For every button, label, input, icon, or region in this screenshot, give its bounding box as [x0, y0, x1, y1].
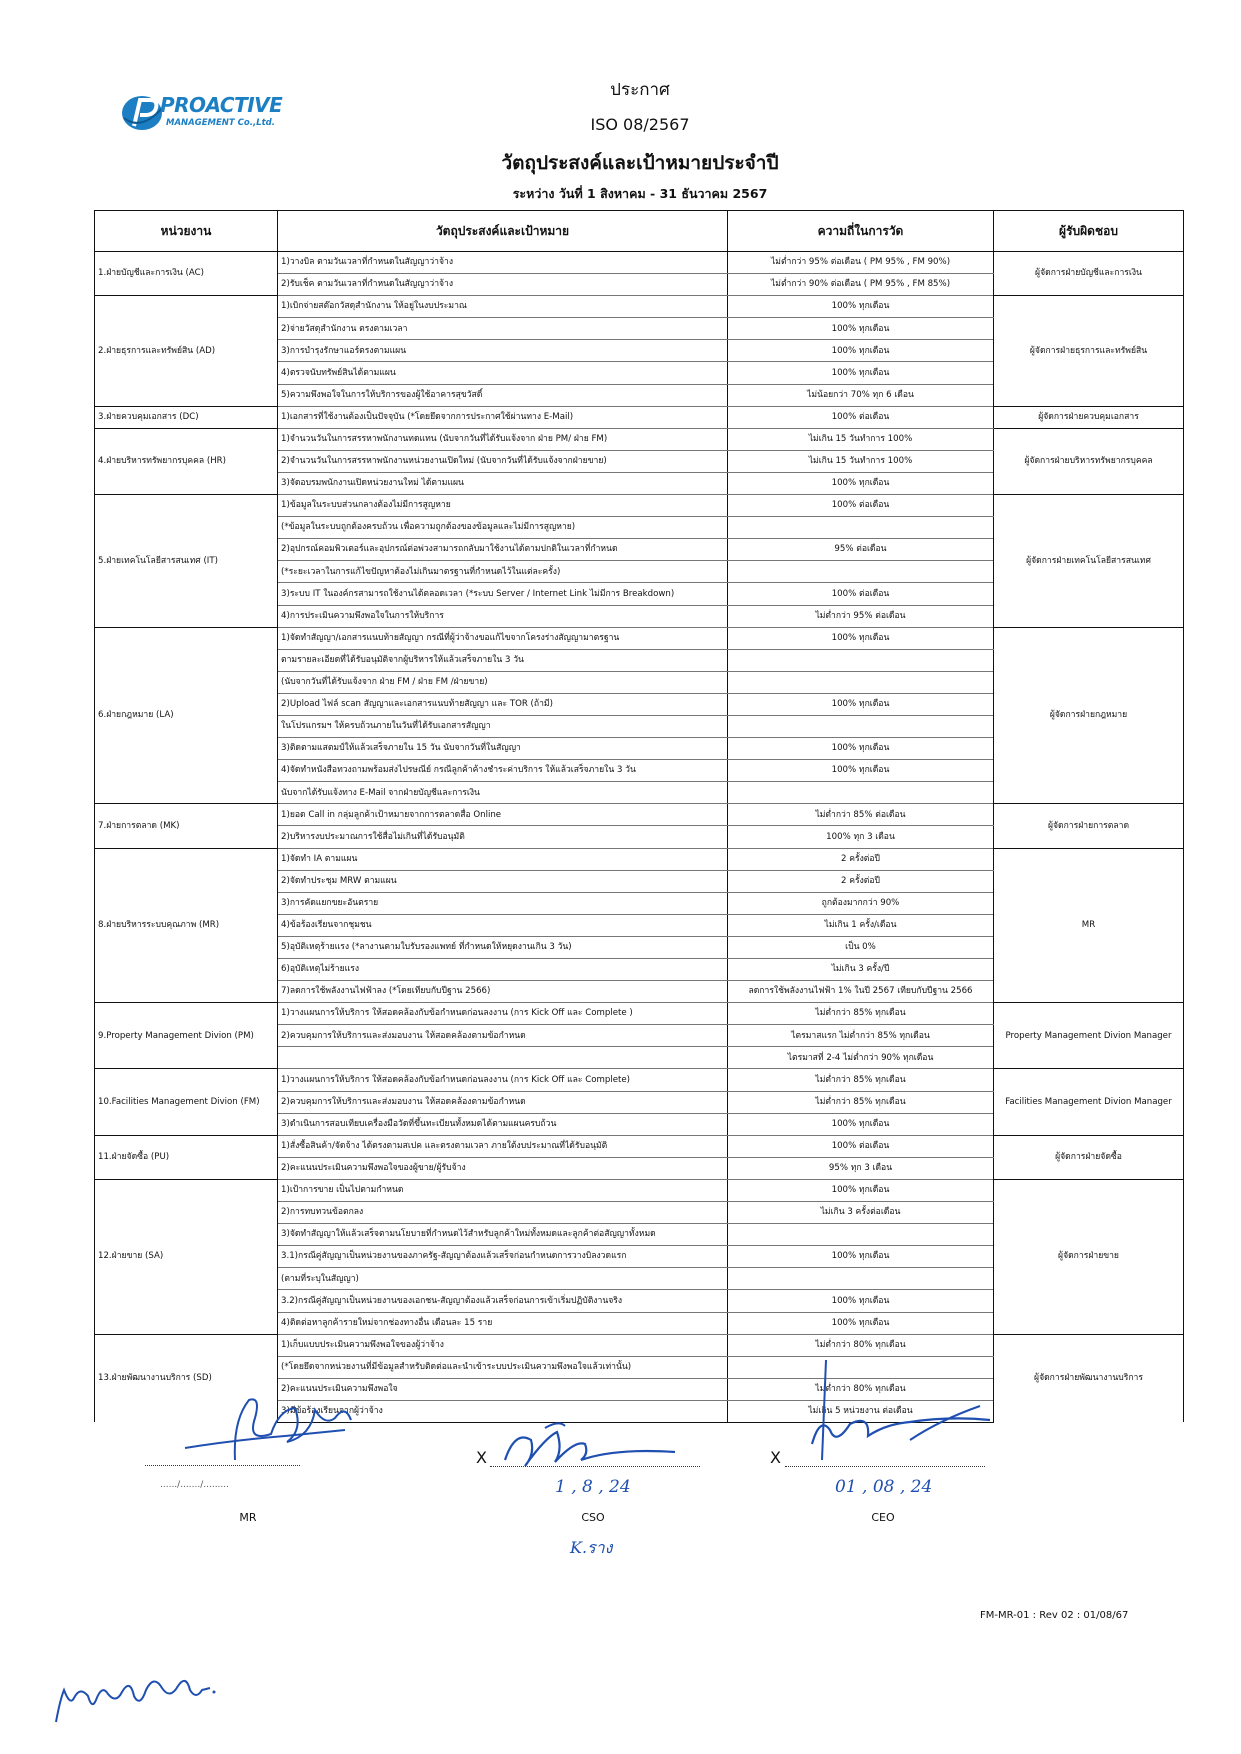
frequency-cell: ไม่เกิน 3 ครั้งต่อเดือน [728, 1202, 994, 1224]
table-row [95, 296, 1184, 318]
frequency-cell: ไม่เกิน 3 ครั้ง/ปี [728, 959, 994, 981]
table-row [95, 1334, 1184, 1356]
frequency-cell: เป็น 0% [728, 936, 994, 958]
objective-cell: 4)ตรวจนับทรัพย์สินได้ตามแผน [278, 362, 728, 384]
table-header-row [95, 211, 1184, 252]
mr-label: MR [239, 1511, 257, 1524]
objective-cell: 6)อุบัติเหตุไม่ร้ายแรง [278, 959, 728, 981]
objective-cell: 7)ลดการใช้พลังงานไฟฟ้าลง (*โดยเทียบกับปีฐาน 2566) [278, 981, 728, 1003]
column-header-responsible: ผู้รับผิดชอบ [994, 211, 1184, 252]
objective-cell: 2)Upload ไฟล์ scan สัญญาและเอกสารแนบท้ายสัญญา และ TOR (ถ้ามี) [278, 693, 728, 715]
frequency-cell: 100% ทุกเดือน [728, 296, 994, 318]
table-row [95, 848, 1184, 870]
frequency-cell: ไม่ต่ำกว่า 85% ต่อเดือน [728, 804, 994, 826]
objectives-table [94, 210, 1184, 1423]
objective-cell: 4)การประเมินความพึงพอใจในการให้บริการ [278, 605, 728, 627]
column-header-frequency: ความถี่ในการวัด [728, 211, 994, 252]
objective-cell: ตามรายละเอียดที่ได้รับอนุมัติจากผู้บริหารให้แล้วเสร็จภายใน 3 วัน [278, 649, 728, 671]
objective-cell: 3.1)กรณีคู่สัญญาเป็นหน่วยงานของภาครัฐ-สัญญาต้องแล้วเสร็จก่อนกำหนดการวางบิลงวดแรก [278, 1246, 728, 1268]
objective-cell: นับจากได้รับแจ้งทาง E-Mail จากฝ่ายบัญชีและการเงิน [278, 782, 728, 804]
frequency-cell: ไม่ต่ำกว่า 85% ทุกเดือน [728, 1091, 994, 1113]
responsible-cell: ผู้จัดการฝ่ายการตลาด [994, 804, 1184, 848]
frequency-cell [728, 517, 994, 539]
logo-subtext: MANAGEMENT Co.,Ltd. [166, 118, 275, 128]
frequency-cell: ไตรมาสแรก ไม่ต่ำกว่า 85% ทุกเดือน [728, 1025, 994, 1047]
frequency-cell [728, 782, 994, 804]
ceo-label: CEO [871, 1511, 895, 1524]
unit-cell: 11.ฝ่ายจัดซื้อ (PU) [95, 1135, 278, 1179]
frequency-cell: ไม่ต่ำกว่า 90% ต่อเดือน ( PM 95% , FM 85%) [728, 274, 994, 296]
frequency-cell: 95% ทุก 3 เดือน [728, 1157, 994, 1179]
objective-cell: 3)จัดทำสัญญาให้แล้วเสร็จตามนโยบายที่กำหนดไว้สำหรับลูกค้าใหม่ทั้งหมดและลูกค้าต่อสัญญาทั้งหมด [278, 1224, 728, 1246]
objective-cell: 1)เอกสารที่ใช้งานต้องเป็นปัจจุบัน (*โดยยึดจากการประกาศใช้ผ่านทาง E-Mail) [278, 406, 728, 428]
table-row [95, 495, 1184, 517]
objective-cell: 4)ติดต่อหาลูกค้ารายใหม่จากช่องทางอื่น เดือนละ 15 ราย [278, 1312, 728, 1334]
frequency-cell [728, 1268, 994, 1290]
frequency-cell: 100% ต่อเดือน [728, 1135, 994, 1157]
mr-signature [175, 1390, 375, 1470]
ceo-x-mark: X [770, 1448, 781, 1467]
objective-cell: 1)เก็บแบบประเมินความพึงพอใจของผู้ว่าจ้าง [278, 1334, 728, 1356]
objective-cell: 1)ข้อมูลในระบบส่วนกลางต้องไม่มีการสูญหาย [278, 495, 728, 517]
table-row [95, 627, 1184, 649]
objective-cell: (นับจากวันที่ได้รับแจ้งจาก ฝ่าย FM / ฝ่าย FM /ฝ่ายขาย) [278, 671, 728, 693]
frequency-cell: ไม่ต่ำกว่า 95% ต่อเดือน [728, 605, 994, 627]
objective-cell: 2)จ่ายวัสดุสำนักงาน ตรงตามเวลา [278, 318, 728, 340]
cso-label: CSO [581, 1511, 605, 1524]
table-row [95, 1003, 1184, 1025]
objective-cell: 2)รับเช็ค ตามวันเวลาที่กำหนดในสัญญาว่าจ้าง [278, 274, 728, 296]
frequency-cell: 100% ทุกเดือน [728, 1246, 994, 1268]
frequency-cell: ไม่เกิน 5 หน่วยงาน ต่อเดือน [728, 1400, 994, 1422]
cso-date: 1 , 8 , 24 [555, 1477, 631, 1497]
handwritten-note [50, 1660, 220, 1730]
objective-cell: 3)ดำเนินการสอบเทียบเครื่องมือวัดที่ขึ้นทะเบียนทั้งหมดได้ตามแผนครบถ้วน [278, 1113, 728, 1135]
document-reference: FM-MR-01 : Rev 02 : 01/08/67 [980, 1610, 1129, 1621]
table-row [95, 406, 1184, 428]
unit-cell: 9.Property Management Divion (PM) [95, 1003, 278, 1069]
frequency-cell: ไม่เกิน 15 วันทำการ 100% [728, 428, 994, 450]
objective-cell: 3)การบำรุงรักษาแอร์ตรงตามแผน [278, 340, 728, 362]
frequency-cell: 100% ทุกเดือน [728, 760, 994, 782]
frequency-cell [728, 671, 994, 693]
table-body [95, 252, 1184, 1423]
unit-cell: 6.ฝ่ายกฎหมาย (LA) [95, 627, 278, 804]
frequency-cell: ถูกต้องมากกว่า 90% [728, 892, 994, 914]
responsible-cell: ผู้จัดการฝ่ายธุรการและทรัพย์สิน [994, 296, 1184, 406]
objective-cell: (*โดยยึดจากหน่วยงานที่มีข้อมูลสำหรับติดต่อและนำเข้าระบบประเมินความพึงพอใจแล้วเท่านั้น) [278, 1356, 728, 1378]
frequency-cell: ไม่ต่ำกว่า 80% ทุกเดือน [728, 1334, 994, 1356]
company-logo [120, 88, 283, 138]
unit-cell: 1.ฝ่ายบัญชีและการเงิน (AC) [95, 252, 278, 296]
frequency-cell: ไม่เกิน 1 ครั้ง/เดือน [728, 914, 994, 936]
frequency-cell: 2 ครั้งต่อปี [728, 848, 994, 870]
objective-cell: 3)ติดตามแสตมป์ให้แล้วเสร็จภายใน 15 วัน นับจากวันที่ในสัญญา [278, 738, 728, 760]
frequency-cell [728, 649, 994, 671]
frequency-cell: ลดการใช้พลังงานไฟฟ้า 1% ในปี 2567 เทียบกับปีฐาน 2566 [728, 981, 994, 1003]
frequency-cell: 100% ทุกเดือน [728, 738, 994, 760]
objective-cell: 2)จำนวนวันในการสรรหาพนักงานหน่วยงานเปิดใหม่ (นับจากวันที่ได้รับแจ้งจากฝ่ายขาย) [278, 450, 728, 472]
document-title: วัตถุประสงค์และเป้าหมายประจำปี [501, 152, 779, 174]
objective-cell: 1)จำนวนวันในการสรรหาพนักงานทดแทน (นับจากวันที่ได้รับแจ้งจาก ฝ่าย PM/ ฝ่าย FM) [278, 428, 728, 450]
frequency-cell: 100% ทุกเดือน [728, 318, 994, 340]
unit-cell: 13.ฝ่ายพัฒนางานบริการ (SD) [95, 1334, 278, 1422]
objective-cell: 1)ยอด Call in กลุ่มลูกค้าเป้าหมายจากการตลาดสื่อ Online [278, 804, 728, 826]
table-row [95, 428, 1184, 450]
table-row [95, 252, 1184, 274]
unit-cell: 5.ฝ่ายเทคโนโลยีสารสนเทศ (IT) [95, 495, 278, 628]
responsible-cell: ผู้จัดการฝ่ายกฎหมาย [994, 627, 1184, 804]
period-text: ระหว่าง วันที่ 1 สิงหาคม - 31 ธันวาคม 2567 [512, 186, 768, 201]
objective-cell: 1)สั่งซื้อสินค้า/จัดจ้าง ได้ตรงตามสเปค และตรงตามเวลา ภายใต้งบประมาณที่ได้รับอนุมัติ [278, 1135, 728, 1157]
mr-signature-line [145, 1465, 300, 1466]
objective-cell: 5)อุบัติเหตุร้ายแรง (*ลางานตามใบรับรองแพทย์ ที่กำหนดให้หยุดงานเกิน 3 วัน) [278, 936, 728, 958]
objective-cell: 2)ควบคุมการให้บริการและส่งมอบงาน ให้สอดคล้องตามข้อกำหนด [278, 1025, 728, 1047]
objective-cell: 4)จัดทำหนังสือทวงถามพร้อมส่งไปรษณีย์ กรณีลูกค้าค้างชำระค่าบริการ ให้แล้วเสร็จภายใน 3 วัน [278, 760, 728, 782]
frequency-cell: 100% ทุก 3 เดือน [728, 826, 994, 848]
objective-cell: 2)บริหารงบประมาณการใช้สื่อไม่เกินที่ได้รับอนุมัติ [278, 826, 728, 848]
objective-cell: 3)มีข้อร้องเรียนจากผู้ว่าจ้าง [278, 1400, 728, 1422]
objective-cell: 1)จัดทำสัญญา/เอกสารแนบท้ายสัญญา กรณีที่ผู้ว่าจ้างขอแก้ไขจากโครงร่างสัญญามาตรฐาน [278, 627, 728, 649]
objective-cell [278, 1047, 728, 1069]
objective-cell: 1)จัดทำ IA ตามแผน [278, 848, 728, 870]
announcement-heading: ประกาศ [610, 80, 670, 100]
responsible-cell: Property Management Divion Manager [994, 1003, 1184, 1069]
frequency-cell: ไม่เกิน 15 วันทำการ 100% [728, 450, 994, 472]
objective-cell: 2)จัดทำประชุม MRW ตามแผน [278, 870, 728, 892]
objective-cell: 3)การคัดแยกขยะอันตราย [278, 892, 728, 914]
frequency-cell: ไม่น้อยกว่า 70% ทุก 6 เดือน [728, 384, 994, 406]
objective-cell: 3)จัดอบรมพนักงานเปิดหน่วยงานใหม่ ได้ตามแผน [278, 472, 728, 494]
objective-cell: 1)เป้าการขาย เป็นไปตามกำหนด [278, 1179, 728, 1201]
table-row [95, 804, 1184, 826]
objective-cell: ในโปรแกรมฯ ให้ครบถ้วนภายในวันที่ได้รับเอกสารสัญญา [278, 715, 728, 737]
frequency-cell: ไม่ต่ำกว่า 85% ทุกเดือน [728, 1003, 994, 1025]
objective-cell: 2)การทบทวนข้อตกลง [278, 1202, 728, 1224]
objective-cell: 2)ควบคุมการให้บริการและส่งมอบงาน ให้สอดคล้องตามข้อกำหนด [278, 1091, 728, 1113]
unit-cell: 8.ฝ่ายบริหารระบบคุณภาพ (MR) [95, 848, 278, 1003]
objective-cell: 1)วางแผนการให้บริการ ให้สอดคล้องกับข้อกำหนดก่อนลงงาน (การ Kick Off และ Complete ) [278, 1003, 728, 1025]
unit-cell: 10.Facilities Management Divion (FM) [95, 1069, 278, 1135]
frequency-cell [728, 1224, 994, 1246]
responsible-cell: ผู้จัดการฝ่ายบริหารทรัพยากรบุคคล [994, 428, 1184, 494]
objective-cell: 1)วางแผนการให้บริการ ให้สอดคล้องกับข้อกำหนดก่อนลงงาน (การ Kick Off และ Complete) [278, 1069, 728, 1091]
unit-cell: 2.ฝ่ายธุรการและทรัพย์สิน (AD) [95, 296, 278, 406]
objective-cell: 5)ความพึงพอใจในการให้บริการของผู้ใช้อาคารสุขวัสดิ์ [278, 384, 728, 406]
unit-cell: 12.ฝ่ายขาย (SA) [95, 1179, 278, 1334]
frequency-cell: ไม่ต่ำกว่า 95% ต่อเดือน ( PM 95% , FM 90%) [728, 252, 994, 274]
unit-cell: 7.ฝ่ายการตลาด (MK) [95, 804, 278, 848]
frequency-cell: ไตรมาสที่ 2-4 ไม่ต่ำกว่า 90% ทุกเดือน [728, 1047, 994, 1069]
table-row [95, 1069, 1184, 1091]
column-header-objective: วัตถุประสงค์และเป้าหมาย [278, 211, 728, 252]
responsible-cell: ผู้จัดการฝ่ายจัดซื้อ [994, 1135, 1184, 1179]
frequency-cell [728, 561, 994, 583]
frequency-cell: 100% ทุกเดือน [728, 1290, 994, 1312]
objective-cell: 1)วางบิล ตามวันเวลาที่กำหนดในสัญญาว่าจ้าง [278, 252, 728, 274]
responsible-cell: ผู้จัดการฝ่ายพัฒนางานบริการ [994, 1334, 1184, 1422]
frequency-cell: 100% ทุกเดือน [728, 362, 994, 384]
frequency-cell: ไม่ต่ำกว่า 80% ทุกเดือน [728, 1378, 994, 1400]
frequency-cell [728, 715, 994, 737]
objective-cell: 2)คะแนนประเมินความพึงพอใจ [278, 1378, 728, 1400]
cso-x-mark: X [476, 1448, 487, 1467]
column-header-unit: หน่วยงาน [95, 211, 278, 252]
frequency-cell: 100% ทุกเดือน [728, 1113, 994, 1135]
frequency-cell: 100% ต่อเดือน [728, 495, 994, 517]
unit-cell: 3.ฝ่ายควบคุมเอกสาร (DC) [95, 406, 278, 428]
iso-number: ISO 08/2567 [590, 115, 690, 134]
frequency-cell: 100% ทุกเดือน [728, 1312, 994, 1334]
responsible-cell: MR [994, 848, 1184, 1003]
cso-signature-line [490, 1466, 700, 1467]
frequency-cell: 100% ทุกเดือน [728, 472, 994, 494]
objective-cell: (*ระยะเวลาในการแก้ไขปัญหาต้องไม่เกินมาตรฐานที่กำหนดไว้ในแต่ละครั้ง) [278, 561, 728, 583]
objective-cell: 4)ข้อร้องเรียนจากชุมชน [278, 914, 728, 936]
responsible-cell: ผู้จัดการฝ่ายเทคโนโลยีสารสนเทศ [994, 495, 1184, 628]
responsible-cell: ผู้จัดการฝ่ายขาย [994, 1179, 1184, 1334]
frequency-cell: 100% ต่อเดือน [728, 583, 994, 605]
objective-cell: 3.2)กรณีคู่สัญญาเป็นหน่วยงานของเอกชน-สัญญาต้องแล้วเสร็จก่อนการเข้าเริ่มปฏิบัติงานจริง [278, 1290, 728, 1312]
frequency-cell: 100% ทุกเดือน [728, 693, 994, 715]
objective-cell: 2)คะแนนประเมินความพึงพอใจของผู้ขาย/ผู้รับจ้าง [278, 1157, 728, 1179]
mr-date-blank: ....../......./......... [160, 1480, 230, 1490]
ceo-signature-line [785, 1466, 985, 1467]
frequency-cell: 100% ต่อเดือน [728, 406, 994, 428]
frequency-cell: ไม่ต่ำกว่า 85% ทุกเดือน [728, 1069, 994, 1091]
table-row [95, 1179, 1184, 1201]
unit-cell: 4.ฝ่ายบริหารทรัพยากรบุคคล (HR) [95, 428, 278, 494]
objective-cell: 1)เบิกจ่ายสต๊อกวัสดุสำนักงาน ให้อยู่ในงบประมาณ [278, 296, 728, 318]
ceo-date: 01 , 08 , 24 [835, 1477, 933, 1497]
objective-cell: 2)อุปกรณ์คอมพิวเตอร์และอุปกรณ์ต่อพ่วงสามารถกลับมาใช้งานได้ตามปกติในเวลาที่กำหนด [278, 539, 728, 561]
frequency-cell: 100% ทุกเดือน [728, 340, 994, 362]
responsible-cell: ผู้จัดการฝ่ายบัญชีและการเงิน [994, 252, 1184, 296]
responsible-cell: ผู้จัดการฝ่ายควบคุมเอกสาร [994, 406, 1184, 428]
frequency-cell: 100% ทุกเดือน [728, 627, 994, 649]
responsible-cell: Facilities Management Divion Manager [994, 1069, 1184, 1135]
objective-cell: (*ข้อมูลในระบบถูกต้องครบถ้วน เพื่อความถูกต้องของข้อมูลและไม่มีการสูญหาย) [278, 517, 728, 539]
objective-cell: (ตามที่ระบุในสัญญา) [278, 1268, 728, 1290]
cso-initials: K.ราง [570, 1538, 613, 1557]
table-row [95, 1135, 1184, 1157]
ceo-signature [790, 1350, 1000, 1470]
frequency-cell: 95% ต่อเดือน [728, 539, 994, 561]
objective-cell: 3)ระบบ IT ในองค์กรสามารถใช้งานได้ตลอดเวลา (*ระบบ Server / Internet Link ไม่มีการ Breakdown) [278, 583, 728, 605]
frequency-cell: 2 ครั้งต่อปี [728, 870, 994, 892]
logo-text: PROACTIVE [160, 93, 283, 117]
frequency-cell: 100% ทุกเดือน [728, 1179, 994, 1201]
